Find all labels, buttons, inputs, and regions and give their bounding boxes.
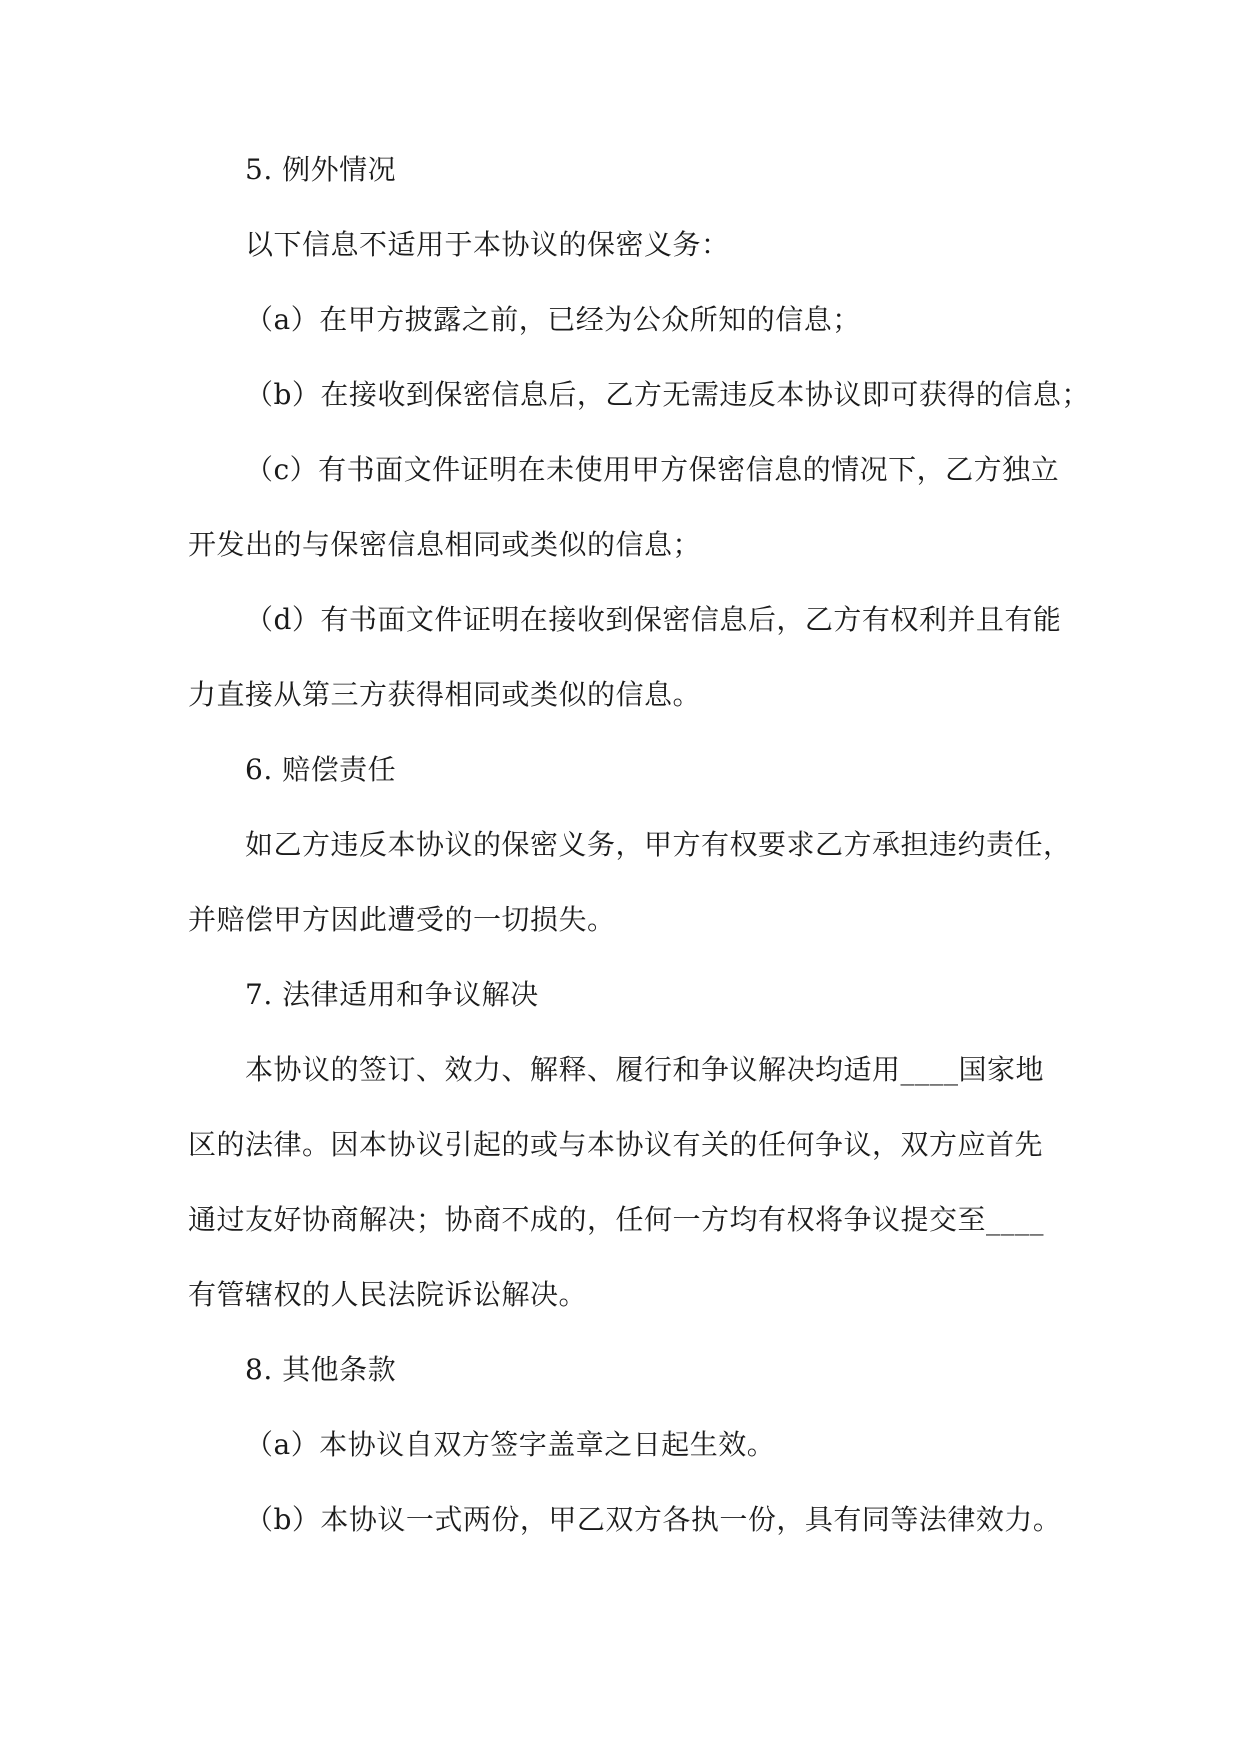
section-6-body-line2: 并赔偿甲方因此遭受的一切损失。	[188, 903, 616, 936]
section-5-heading: 5. 例外情况	[245, 153, 397, 186]
section-8-item-a: （a）本协议自双方签字盖章之日起生效。	[245, 1428, 776, 1461]
section-7-body-line2: 区的法律。因本协议引起的或与本协议有关的任何争议，双方应首先	[188, 1128, 1044, 1161]
section-5-item-d-line2: 力直接从第三方获得相同或类似的信息。	[188, 678, 702, 711]
section-5-item-c-line1: （c）有书面文件证明在未使用甲方保密信息的情况下，乙方独立	[245, 453, 1060, 486]
section-7-body-line3: 通过友好协商解决；协商不成的，任何一方均有权将争议提交至____	[188, 1203, 1045, 1236]
section-5-item-b: （b）在接收到保密信息后，乙方无需违反本协议即可获得的信息；	[245, 378, 1090, 411]
section-8-heading: 8. 其他条款	[245, 1353, 397, 1386]
section-5-item-d-line1: （d）有书面文件证明在接收到保密信息后，乙方有权利并且有能	[245, 603, 1062, 636]
section-5-intro: 以下信息不适用于本协议的保密义务：	[245, 228, 730, 261]
section-8-item-b: （b）本协议一式两份，甲乙双方各执一份，具有同等法律效力。	[245, 1503, 1062, 1536]
section-7-heading: 7. 法律适用和争议解决	[245, 978, 539, 1011]
section-6-heading: 6. 赔偿责任	[245, 753, 397, 786]
section-7-body-line4: 有管辖权的人民法院诉讼解决。	[188, 1278, 588, 1311]
section-5-item-c-line2: 开发出的与保密信息相同或类似的信息；	[188, 528, 702, 561]
section-7-body-line1: 本协议的签订、效力、解释、履行和争议解决均适用____国家地	[245, 1053, 1045, 1086]
section-6-body-line1: 如乙方违反本协议的保密义务，甲方有权要求乙方承担违约责任，	[245, 828, 1072, 861]
section-5-item-a: （a）在甲方披露之前，已经为公众所知的信息；	[245, 303, 861, 336]
